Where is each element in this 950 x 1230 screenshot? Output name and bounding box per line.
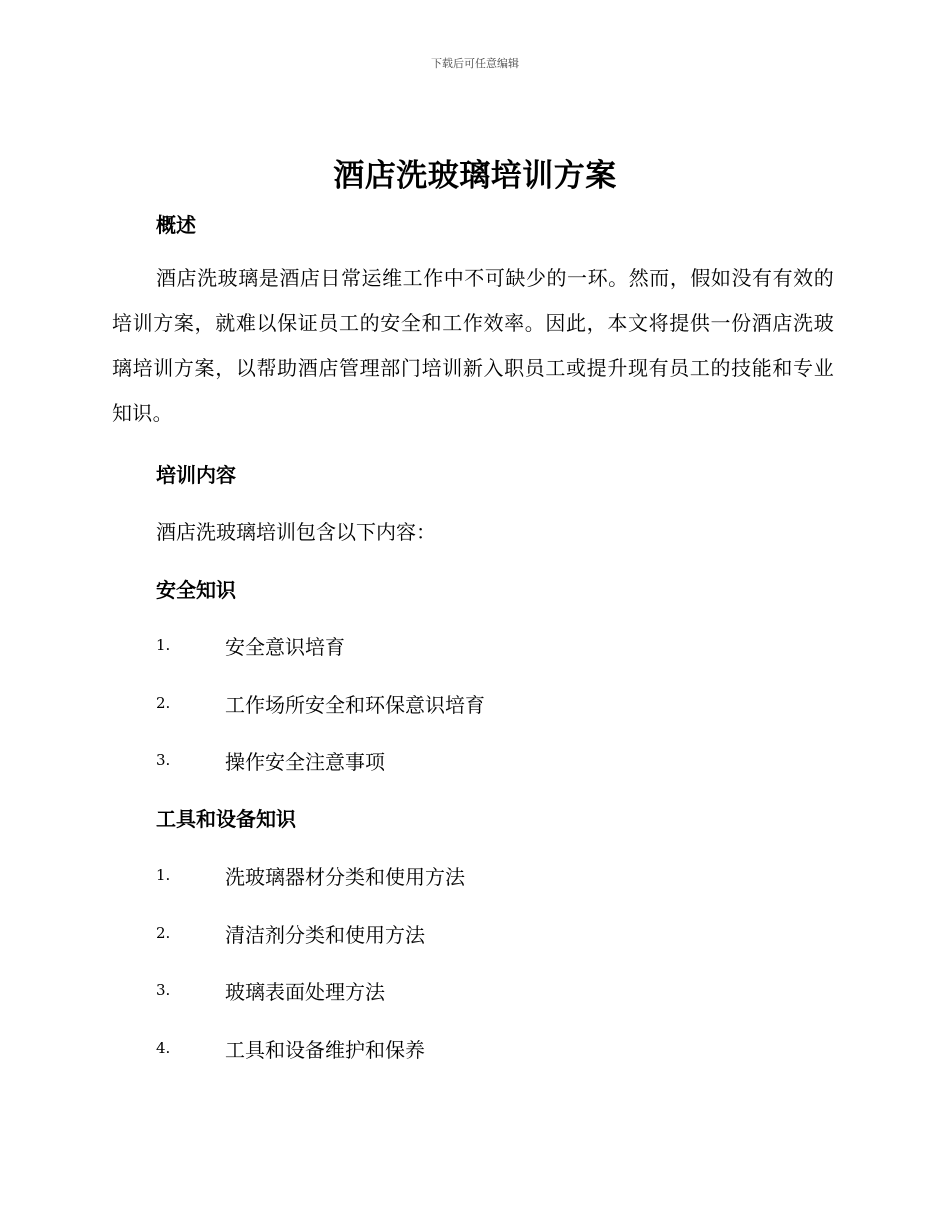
list-item [156,861,465,919]
overview-paragraph: 酒店洗玻璃是酒店日常运维工作中不可缺少的一环。然而，假如没有有效的培训方案，就难以保证员工的安全和工作效率。因此，本文将提供一份酒店洗玻璃培训方案，以帮助酒店管理部门培训新入职员工或提升现有员工的技能和专业知识。 [112,266,834,425]
list-item-text: 操作安全注意事项 [225,750,385,774]
list-number: 2. [156,693,171,712]
header-note: 下载后可任意编辑 [431,57,519,70]
tools-list [156,861,465,1091]
list-item [156,631,485,689]
list-number: 1. [156,866,171,884]
list-item [156,689,485,747]
training-intro-text: 酒店洗玻璃培训包含以下内容： [156,520,436,544]
safety-list [156,631,485,804]
list-item-text: 玻璃表面处理方法 [225,980,385,1004]
section-heading-safety: 安全知识 [156,578,236,602]
list-item-text: 工具和设备维护和保养 [225,1037,425,1062]
list-item-text: 安全意识培育 [225,635,345,659]
list-item [156,746,485,804]
list-item-text: 清洁剂分类和使用方法 [225,922,425,947]
section-heading-overview: 概述 [156,213,196,237]
list-number: 4. [156,1038,171,1057]
list-item [156,919,465,977]
list-item [156,976,465,1034]
list-item [156,1034,465,1092]
list-number: 2. [156,923,171,942]
list-number: 1. [156,636,171,654]
section-heading-training-content: 培训内容 [156,463,236,487]
list-number: 3. [156,981,171,999]
list-item-text: 洗玻璃器材分类和使用方法 [225,865,465,889]
document-title: 酒店洗玻璃培训方案 [333,158,617,194]
list-item-text: 工作场所安全和环保意识培育 [225,692,485,717]
list-number: 3. [156,751,171,769]
section-heading-tools: 工具和设备知识 [156,807,296,831]
